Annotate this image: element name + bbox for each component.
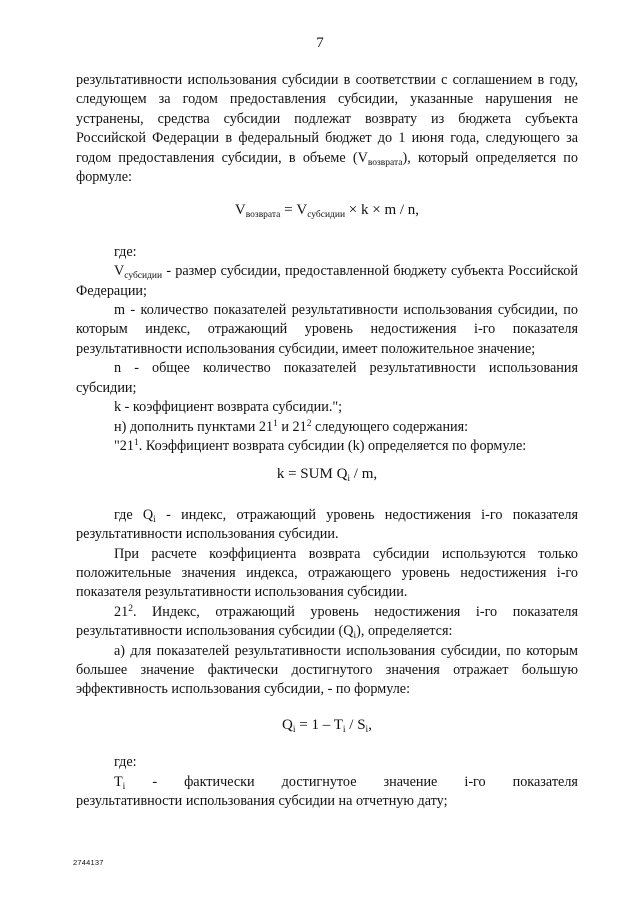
definition-qi: где $Q_i$ - индекс, отражающий уровень недостижения i-го показателя результативности использования субсидии. [76, 506, 578, 543]
paragraph-21-2: $21^2$. Индекс, отражающий уровень недостижения i-го показателя результативности использования субсидии $(Q_i)$, определяется: [76, 603, 578, 642]
where-label-2: где: [114, 754, 137, 771]
paragraph-calc-note: При расчете коэффициента возврата субсидии используются только положительные значения индекса, отражающего уровень недостижения i-го показателя результативности использования субсидии. [76, 545, 578, 601]
paragraph-21-1: "$21^1$. Коэффициент возврата субсидии (k) определяется по формуле: [114, 437, 527, 454]
formula-return-volume: $V_{возврата} = V_{субсидии} \times k \times m / n$, [234, 202, 420, 221]
where-label: где: [114, 243, 137, 260]
item-n-amendment: н) дополнить пунктами $21^1$ и $21^2$ следующего содержания: [114, 418, 469, 435]
paragraph-return-volume: результативности использования субсидии в соответствии с соглашением в году, следующем за годом предоставления субсидии, указанные нарушения не устранены, средства субсидии подлежат возврату из бюджета субъекта Российской Федерации в федеральный бюджет до 1 июня года, следующего за годом предоставления субсидии, в объеме $(V_{возврата})$, который определяется по формуле: [76, 72, 578, 186]
definition-ti-line1: $T_i$ - фактически достигнутое значение i-го показателя [114, 773, 578, 792]
item-a: а) для показателей результативности использования субсидии, по которым большее значение фактически достигнутого значения отражает большую эффективность использования субсидии, - по формуле: [76, 642, 578, 698]
formula-k: k = SUM $Q_i$ / m, [276, 466, 378, 485]
document-id: 2744137 [73, 858, 104, 867]
document-body [76, 71, 578, 811]
page-number: 7 [316, 35, 324, 51]
definition-n: n - общее количество показателей результативности использования субсидии; [76, 360, 578, 396]
definition-k: k - коэффициент возврата субсидии."; [114, 399, 343, 416]
definition-ti-line2: результативности использования субсидии на отчетную дату; [76, 793, 448, 809]
definition-ti [76, 773, 578, 812]
definition-m: m - количество показателей результативности использования субсидии, по которым индекс, отражающий уровень недостижения i-го показателя результативности использования субсидии, имеет положительное значение; [76, 302, 578, 357]
definition-v-subsidy: $V_{субсидии}$ - размер субсидии, предоставленной бюджету субъекта Российской Федерации; [76, 263, 578, 299]
formula-qi: $Q_i = 1 - T_i / S_i$, [282, 716, 372, 735]
